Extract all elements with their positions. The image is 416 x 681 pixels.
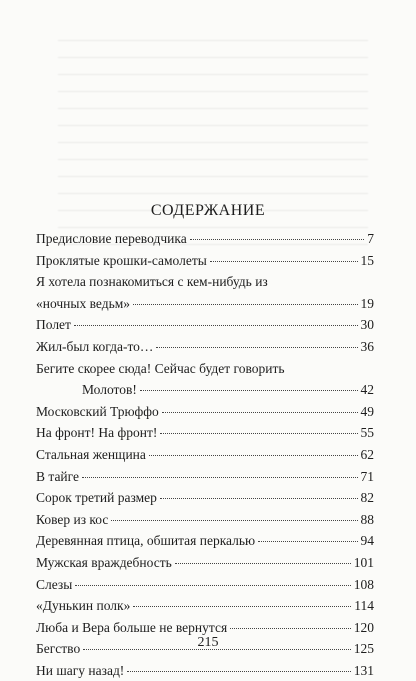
dot-leader (75, 585, 350, 586)
toc-entry-title: Жил-был когда-то… (36, 338, 154, 354)
toc-entry-title: На фронт! На фронт! (36, 425, 158, 441)
toc-entry-page: 62 (360, 446, 374, 462)
toc-entry-title: Люба и Вера больше не вернутся (36, 619, 228, 635)
page-number: 215 (197, 635, 219, 650)
toc-entry-page: 55 (360, 425, 374, 441)
dot-leader (140, 390, 358, 391)
toc-entry-page: 19 (360, 295, 374, 311)
toc-entry (36, 401, 374, 423)
toc-entry-page: 108 (353, 576, 374, 592)
toc-entry-page: 36 (360, 338, 374, 354)
toc-entry (36, 660, 374, 681)
toc-entry (36, 444, 374, 466)
toc-entry (36, 358, 374, 401)
toc-entry-page: 101 (353, 554, 374, 570)
toc-entry (36, 466, 374, 488)
toc-entry-title: Проклятые крошки-самолеты (36, 252, 207, 268)
toc-entry-title: Я хотела познакомиться с кем-нибудь из (36, 274, 268, 290)
toc-entry (36, 250, 374, 272)
toc-entry-title: Ни шагу назад! (36, 662, 125, 678)
dot-leader (160, 433, 357, 434)
toc-entry-title: Мужская враждебность (36, 554, 172, 570)
toc-entry-page: 88 (360, 511, 374, 527)
toc-entry-title: Московский Трюффо (36, 403, 159, 419)
toc-entry-title: Бегите скорее сюда! Сейчас будет говорить (36, 360, 285, 376)
toc-entry-page: 71 (360, 468, 374, 484)
dot-leader (74, 325, 358, 326)
dot-leader (133, 606, 351, 607)
toc-entry-page: 15 (360, 252, 374, 268)
toc-entry (36, 271, 374, 314)
dot-leader (133, 304, 357, 305)
toc-entry-title: В тайге (36, 468, 80, 484)
dot-leader (258, 541, 357, 542)
toc-entry-title: Бегство (36, 641, 81, 657)
toc-entry-title: Деревянная птица, обшитая перкалью (36, 533, 256, 549)
toc-entry-title: Стальная женщина (36, 446, 146, 462)
toc-entry (36, 552, 374, 574)
dot-leader (210, 261, 358, 262)
dot-leader (190, 239, 365, 240)
toc-entry (36, 530, 374, 552)
toc-entry-title-continued: Молотов! (82, 382, 137, 398)
toc-entry (36, 422, 374, 444)
page-title: СОДЕРЖАНИЕ (150, 202, 266, 219)
toc-entry-page: 42 (360, 382, 374, 398)
dot-leader (149, 455, 358, 456)
toc-entry-page: 30 (360, 317, 374, 333)
toc-entry-title: Ковер из кос (36, 511, 109, 527)
toc-entry-page: 120 (353, 619, 374, 635)
toc-entry (36, 574, 374, 596)
toc-entry-page: 131 (353, 662, 374, 678)
toc-entry-page: 49 (360, 403, 374, 419)
toc-entry (36, 509, 374, 531)
dot-leader (156, 347, 357, 348)
dot-leader (82, 477, 357, 478)
toc-entry (36, 336, 374, 358)
toc-entry (36, 487, 374, 509)
toc-entry-page: 7 (367, 231, 374, 246)
dot-leader (175, 563, 351, 564)
dot-leader (162, 412, 358, 413)
toc-entry-page: 94 (360, 533, 374, 549)
toc-entry-page: 82 (360, 490, 374, 506)
toc-entry-page: 114 (354, 598, 374, 614)
toc-entry (36, 595, 374, 617)
toc-entry-title: Предисловие переводчика (36, 231, 187, 246)
toc-entry-title-continued: «ночных ведьм» (36, 295, 131, 311)
toc-entry-title: Слезы (36, 576, 73, 592)
toc-entry-page: 125 (353, 641, 374, 657)
dot-leader (160, 498, 358, 499)
toc-entry (36, 314, 374, 336)
table-of-contents (36, 228, 374, 681)
dot-leader (111, 520, 357, 521)
toc-entry-title: Сорок третий размер (36, 490, 157, 506)
dot-leader (127, 671, 350, 672)
toc-entry (36, 228, 374, 250)
toc-entry-title: «Дунькин полк» (36, 598, 131, 614)
dot-leader (230, 628, 351, 629)
toc-entry-title: Полет (36, 317, 71, 333)
